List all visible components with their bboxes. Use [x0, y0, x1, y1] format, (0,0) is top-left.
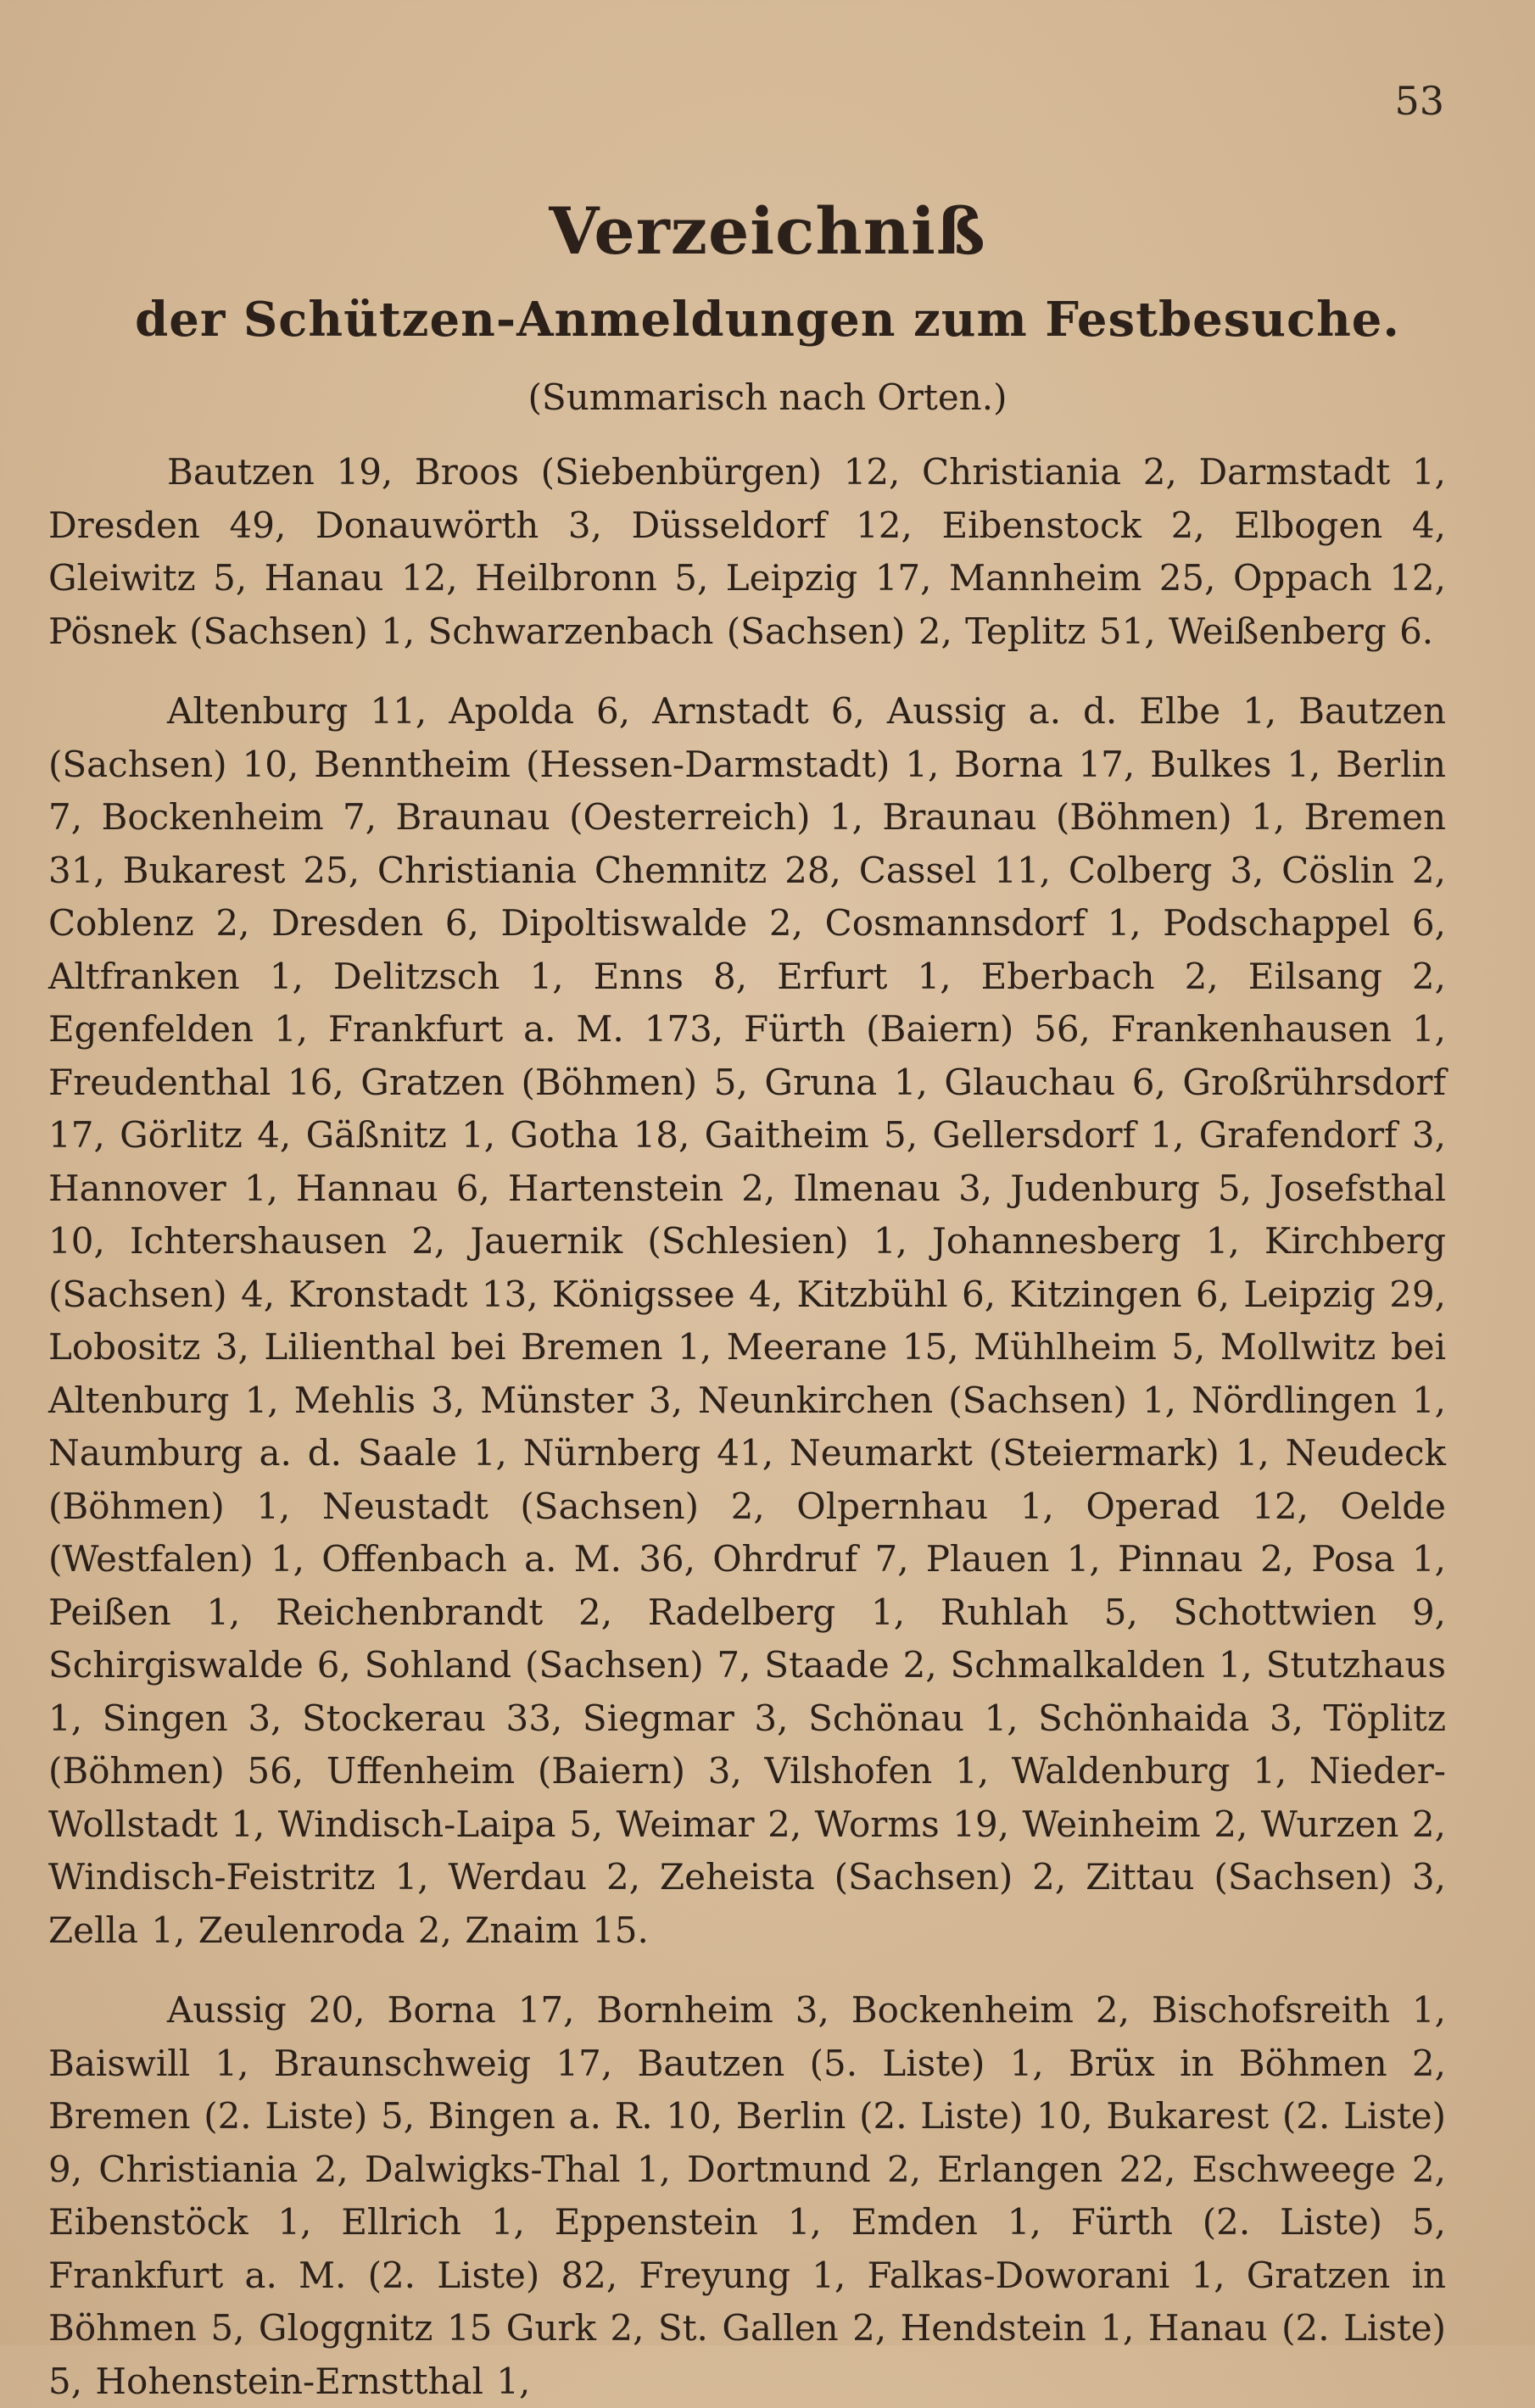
- paragraph-1: Bautzen 19, Broos (Siebenbürgen) 12, Christiania 2, Darmstadt 1, Dresden 49, Donauwörth 3, Düsseldorf 12, Eibenstock 2, Elbogen 4, Gleiwitz 5, Hanau 12, Heilbronn 5, Leipzig 17, Mannheim 25, Oppach 12, Pösnek (Sachsen) 1, Schwarzenbach (Sachsen) 2, Teplitz 51, Weißenberg 6.: [48, 451, 1446, 652]
- page-subtitle: der Schützen-Anmeldungen zum Festbesuche.: [135, 292, 1400, 348]
- paragraph-3: Aussig 20, Borna 17, Bornheim 3, Bockenheim 2, Bischofsreith 1, Baiswill 1, Braunschweig 17, Bautzen (5. Liste) 1, Brüx in Böhmen 2, Bremen (2. Liste) 5, Bingen a. R. 10, Berlin (2. Liste) 10, Bukarest (2. Liste) 9, Christiania 2, Dalwigks-Thal 1, Dortmund 2, Erlangen 22, Eschweege 2, Eibenstöck 1, Ellrich 1, Eppenstein 1, Emden 1, Fürth (2. Liste) 5, Frankfurt a. M. (2. Liste) 82, Freyung 1, Falkas-Doworani 1, Gratzen in Böhmen 5, Gloggnitz 15 Gurk 2, St. Gallen 2, Hendstein 1, Hanau (2. Liste) 5, Hohenstein-Ernstthal 1,: [48, 1989, 1446, 2402]
- page-title: Verzeichniß: [549, 193, 986, 269]
- registration-list: [48, 446, 1446, 2408]
- page-number: 53: [1394, 78, 1444, 124]
- paragraph-2: Altenburg 11, Apolda 6, Arnstadt 6, Aussig a. d. Elbe 1, Bautzen (Sachsen) 10, Benntheim (Hessen-Darmstadt) 1, Borna 17, Bulkes 1, Berlin 7, Bockenheim 7, Braunau (Oesterreich) 1, Braunau (Böhmen) 1, Bremen 31, Bukarest 25, Christiania Chemnitz 28, Cassel 11, Colberg 3, Cöslin 2, Coblenz 2, Dresden 6, Dipoltiswalde 2, Cosmannsdorf 1, Podschappel 6, Altfranken 1, Delitzsch 1, Enns 8, Erfurt 1, Eberbach 2, Eilsang 2, Egenfelden 1, Frankfurt a. M. 173, Fürth (Baiern) 56, Frankenhausen 1, Freudenthal 16, Gratzen (Böhmen) 5, Gruna 1, Glauchau 6, Großrührsdorf 17, Görlitz 4, Gäßnitz 1, Gotha 18, Gaitheim 5, Gellersdorf 1, Grafendorf 3, Hannover 1, Hannau 6, Hartenstein 2, Ilmenau 3, Judenburg 5, Josefsthal 10, Ichtershausen 2, Jauernik (Schlesien) 1, Johannesberg 1, Kirchberg (Sachsen) 4, Kronstadt 13, Königssee 4, Kitzbühl 6, Kitzingen 6, Leipzig 29, Lobositz 3, Lilienthal bei Bremen 1, Meerane 15, Mühlheim 5, Mollwitz bei Altenburg 1, Mehlis 3, Münster 3, Neunkirchen (Sachsen) 1, Nördlingen 1, Naumburg a. d. Saale 1, Nürnberg 41, Neumarkt (Steiermark) 1, Neudeck (Böhmen) 1, Neustadt (Sachsen) 2, Olpernhau 1, Operad 12, Oelde (Westfalen) 1, Offenbach a. M. 36, Ohrdruf 7, Plauen 1, Pinnau 2, Posa 1, Peißen 1, Reichenbrandt 2, Radelberg 1, Ruhlah 5, Schottwien 9, Schirgiswalde 6, Sohland (Sachsen) 7, Staade 2, Schmalkalden 1, Stutzhaus 1, Singen 3, Stockerau 33, Siegmar 3, Schönau 1, Schönhaida 3, Töplitz (Böhmen) 56, Uffenheim (Baiern) 3, Vilshofen 1, Waldenburg 1, Nieder-Wollstadt 1, Windisch-Laipa 5, Weimar 2, Worms 19, Weinheim 2, Wurzen 2, Windisch-Feistritz 1, Werdau 2, Zeheista (Sachsen) 2, Zittau (Sachsen) 3, Zella 1, Zeulenroda 2, Znaim 15.: [48, 690, 1446, 1951]
- summary-note: (Summarisch nach Orten.): [527, 376, 1008, 418]
